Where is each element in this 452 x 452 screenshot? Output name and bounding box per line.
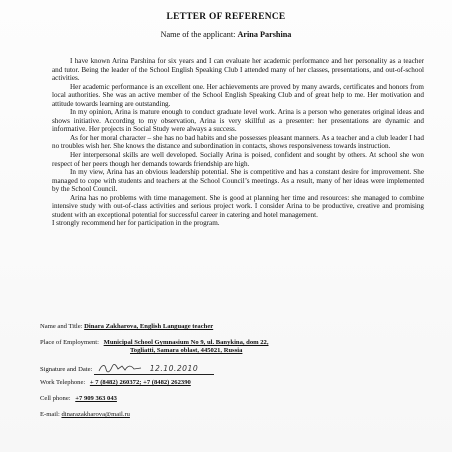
work-phone-row: [40, 379, 191, 387]
email-value[interactable]: dinarazakharova@mail.ru: [61, 411, 130, 418]
applicant-line: [0, 30, 452, 39]
email-label: E-mail:: [40, 411, 60, 418]
paragraph-academic: Her academic performance is an excellent one. Her achievements are proved by many awards, certificates and honors from local authorities. She was an active member of the School English Speaking Club and of great help to me. Her motivation and attitude towards learning are outstanding.: [52, 82, 424, 108]
paragraph-leadership: In my view, Arina has an obvious leadership potential. She is competitive and has a constant desire for improvement. She managed to cope with students and teachers at the School Council’s meetings. As a result, many of her ideas were implemented by the School Council.: [52, 168, 424, 194]
signature-row: [40, 363, 214, 375]
paragraph-time-management: Arina has no problems with time management. She is good at planning her time and resources: she managed to combine intensive study with out-of-class activities and serious project work. I consider Arina to be productive, creative and promising student with an exceptional potential for successful career in catering and hotel management.: [52, 193, 424, 219]
signature-icon: [98, 363, 142, 373]
paragraph-interpersonal: Her interpersonal skills are well developed. Socially Arina is poised, confident and sought by others. At school she won respect of her peers though her demands towards friendship are high.: [52, 151, 424, 168]
name-title-label: Name and Title:: [40, 323, 83, 330]
paragraph-opinion: In my opinion, Arina is mature enough to conduct graduate level work. Arina is a person who generates original ideas and shows initiative. According to my observation, Arina is very skillful as a presenter: her presentations are dynamic and informative. Her projects in Social Study were always a success.: [52, 108, 424, 134]
name-title-row: [40, 323, 213, 331]
cell-phone-row: [40, 395, 117, 403]
employment-line2: Togliatti, Samara oblast, 445021, Russia: [130, 347, 243, 354]
applicant-label: Name of the applicant:: [160, 30, 236, 39]
work-phone-label: Work Telephone:: [40, 379, 86, 386]
email-row: [40, 411, 130, 419]
employment-label: Place of Employment:: [40, 339, 99, 346]
work-phone-value: + 7 (8482) 260372; +7 (8482) 262390: [89, 379, 191, 386]
employment-row-2: [130, 347, 242, 355]
signature-line: [94, 363, 214, 375]
employment-row: [40, 339, 269, 347]
letter-body: [52, 57, 424, 228]
employment-line1: Municipal School Gymnasium No 9, ul. Banykina, dom 22,: [103, 339, 269, 346]
letter-title: LETTER OF REFERENCE: [166, 12, 286, 22]
paragraph-intro: I have known Arina Parshina for six years and I can evaluate her academic performance and her personality as a teacher and tutor. Being the leader of the School English Speaking Club I attended many of her classes, presentations, and out-of-school activities.: [52, 57, 424, 83]
name-title-value: Dinara Zakharova, English Language teacher: [84, 323, 214, 330]
signature-label: Signature and Date:: [40, 366, 93, 373]
closing-line: I strongly recommend her for participation in the program.: [52, 219, 220, 228]
cell-phone-label: Cell phone:: [40, 395, 71, 402]
applicant-name: Arina Parshina: [237, 30, 292, 39]
paragraph-character: As for her moral character – she has no bad habits and she possesses pleasant manners. As a teacher and a club leader I had no troubles wish her. She knows the distance and subordination in contacts, shows responsiveness towards instruction.: [52, 133, 424, 151]
signature-date: 12.10.2010: [149, 364, 199, 373]
cell-phone-value: +7 909 363 043: [75, 395, 117, 402]
